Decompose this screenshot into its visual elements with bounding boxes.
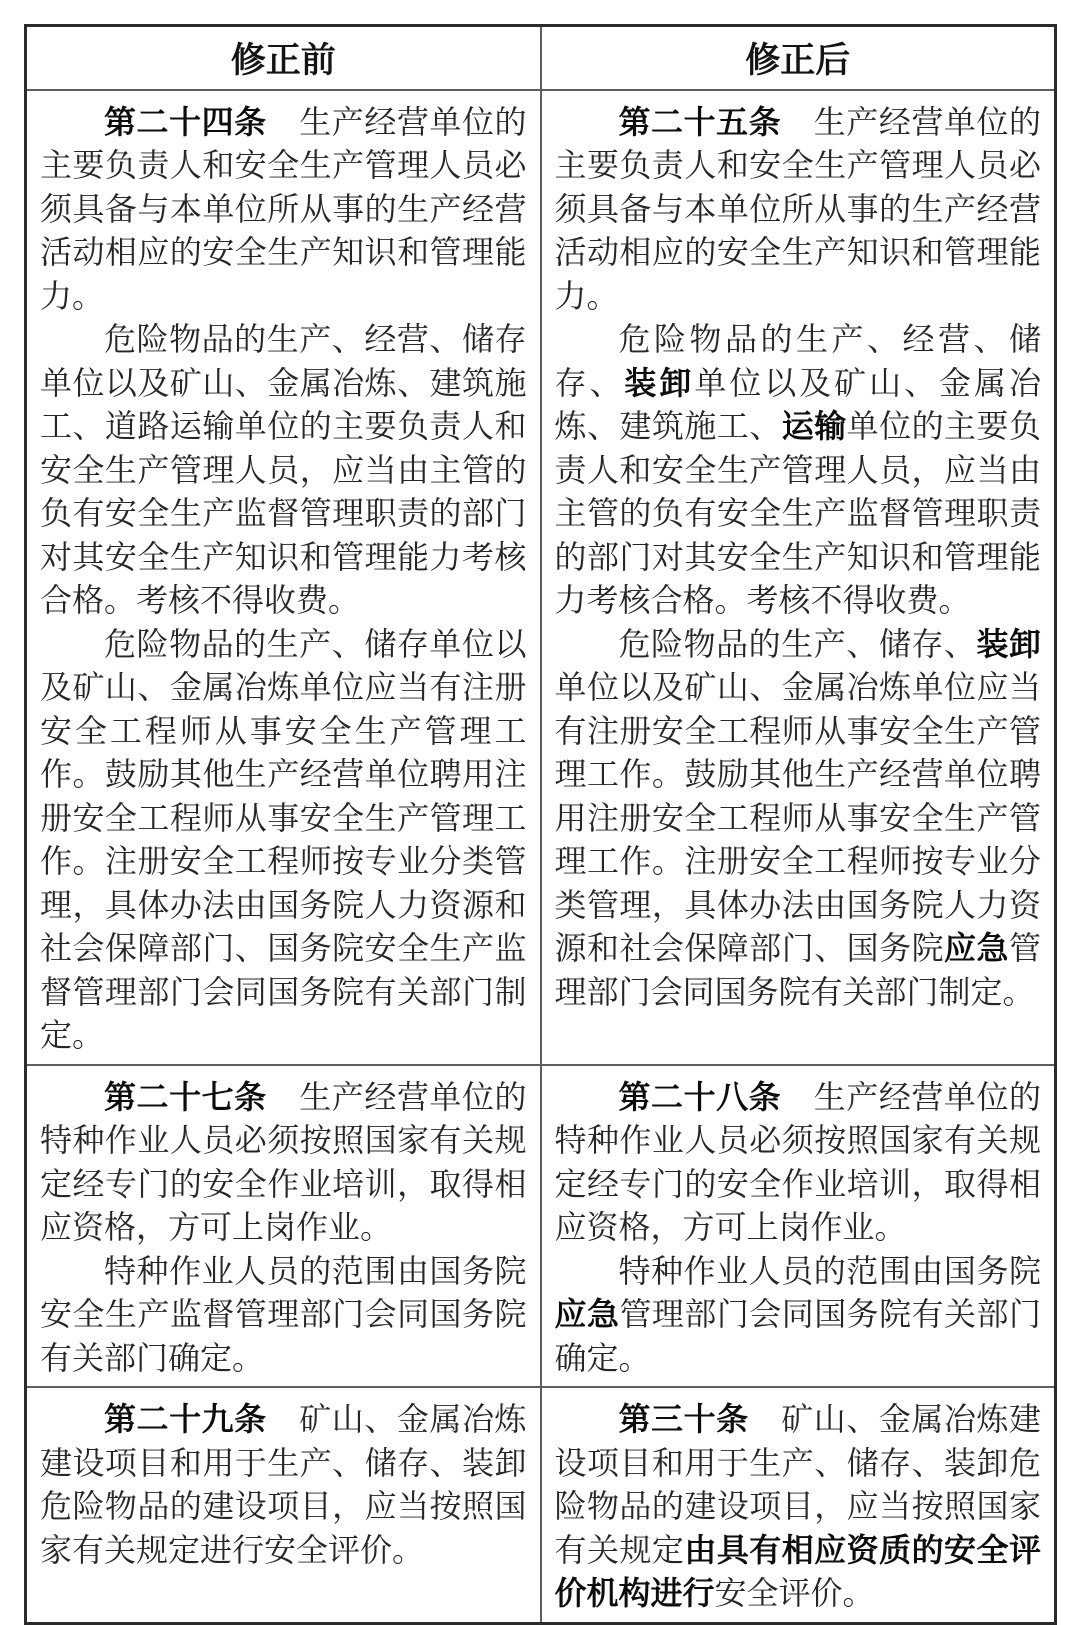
text-segment: 危险物品的生产、经营、储存、 (554, 321, 1041, 401)
article-cell-after (541, 90, 1056, 1065)
text-segment: 生产经营单位的主要负责人和安全生产管理人员必须具备与本单位所从事的生产经营活动相应的安全生产知识和管理能力。 (554, 103, 1041, 314)
emphasized-text: 第二十五条 (618, 103, 782, 140)
emphasized-text: 应急 (944, 930, 1009, 966)
emphasized-text: 第二十九条 (104, 1401, 267, 1437)
emphasized-text: 运输 (781, 408, 847, 444)
paragraph (555, 1250, 1042, 1381)
text-segment: 生产经营单位的主要负责人和安全生产管理人员必须具备与本单位所从事的生产经营活动相应的安全生产知识和管理能力。 (40, 103, 527, 314)
table-header (26, 26, 1056, 90)
paragraph (555, 318, 1042, 623)
text-segment: 单位以及矿山、金属冶炼、建筑施工、 (554, 364, 1041, 444)
article-cell-before (26, 90, 541, 1065)
article-cell-before (26, 1387, 541, 1623)
text-segment: 管理部门会同国务院有关部门确定。 (554, 1296, 1041, 1376)
header-row (26, 26, 1056, 90)
emphasized-text: 装卸 (624, 364, 695, 401)
emphasized-text: 装卸 (976, 625, 1041, 662)
text-segment: 危险物品的生产、经营、储存单位以及矿山、金属冶炼、建筑施工、道路运输单位的主要负责人和安全生产管理人员，应当由主管的负有安全生产监督管理职责的部门对其安全生产知识和管理能力考核合格。考核不得收费。 (40, 321, 527, 618)
header-cell-before: 修正前 (26, 26, 541, 90)
emphasized-text: 第二十八条 (618, 1078, 782, 1115)
text-segment: 特种作业人员的范围由国务院 (618, 1252, 1041, 1289)
table-row (26, 1065, 1056, 1388)
table-row (26, 90, 1056, 1065)
emphasized-text: 应急 (554, 1296, 620, 1332)
text-segment: 安全评价。 (714, 1575, 875, 1611)
emphasized-text: 第二十四条 (104, 103, 267, 140)
paragraph (40, 623, 527, 1058)
text-segment: 危险物品的生产、储存单位以及矿山、金属冶炼单位应当有注册安全工程师从事安全生产管理工作。鼓励其他生产经营单位聘用注册安全工程师从事安全生产管理工作。注册安全工程师按专业分类管理，具体办法由国务院人力资源和社会保障部门、国务院安全生产监督管理部门会同国务院有关部门制定。 (40, 625, 527, 1053)
emphasized-text: 第三十条 (618, 1401, 749, 1437)
comparison-table-body (26, 90, 1056, 1624)
emphasized-text: 第二十七条 (104, 1078, 267, 1115)
text-segment: 危险物品的生产、储存、 (618, 625, 977, 662)
paragraph (40, 1398, 527, 1572)
paragraph (40, 101, 527, 319)
text-segment: 生产经营单位的特种作业人员必须按照国家有关规定经专门的安全作业培训，取得相应资格，方可上岗作业。 (40, 1078, 527, 1245)
paragraph (555, 623, 1042, 1015)
paragraph (40, 318, 527, 623)
text-segment: 特种作业人员的范围由国务院安全生产监督管理部门会同国务院有关部门确定。 (40, 1252, 527, 1376)
paragraph (555, 101, 1042, 319)
text-segment: 管理部门会同国务院有关部门制定。 (554, 930, 1041, 1010)
amendment-comparison-table (24, 24, 1057, 1625)
article-cell-after (541, 1387, 1056, 1623)
paragraph (555, 1076, 1042, 1250)
text-segment: 矿山、金属冶炼建设项目和用于生产、储存、装卸危险物品的建设项目，应当按照国家有关规定 (554, 1401, 1041, 1568)
paragraph (40, 1076, 527, 1250)
article-cell-after (541, 1065, 1056, 1388)
paragraph (555, 1398, 1042, 1616)
text-segment: 单位的主要负责人和安全生产管理人员，应当由主管的负有安全生产监督管理职责的部门对其安全生产知识和管理能力考核合格。考核不得收费。 (554, 408, 1041, 618)
header-cell-after: 修正后 (541, 26, 1056, 90)
paragraph (40, 1250, 527, 1381)
text-segment: 单位以及矿山、金属冶炼单位应当有注册安全工程师从事安全生产管理工作。鼓励其他生产经营单位聘用注册安全工程师从事安全生产管理工作。注册安全工程师按专业分类管理，具体办法由国务院人力资源和社会保障部门、国务院 (554, 669, 1041, 966)
table-row (26, 1387, 1056, 1623)
emphasized-text: 由具有相应资质的安全评价机构进行 (554, 1531, 1041, 1611)
article-cell-before (26, 1065, 541, 1388)
text-segment: 生产经营单位的特种作业人员必须按照国家有关规定经专门的安全作业培训，取得相应资格，方可上岗作业。 (554, 1078, 1041, 1245)
text-segment: 矿山、金属冶炼建设项目和用于生产、储存、装卸危险物品的建设项目，应当按照国家有关规定进行安全评价。 (40, 1401, 527, 1568)
